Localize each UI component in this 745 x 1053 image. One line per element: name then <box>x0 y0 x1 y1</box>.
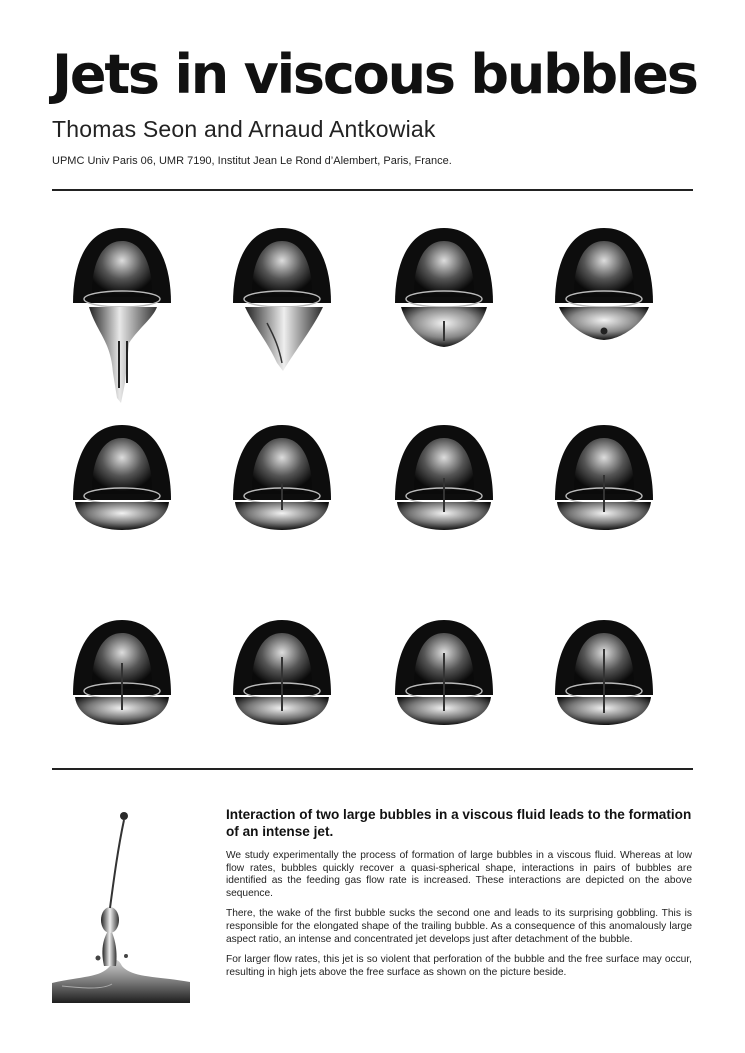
free-surface-jet-photo <box>52 808 190 1003</box>
bubble-frame-10 <box>227 615 337 800</box>
bubble-frame-2 <box>227 223 337 408</box>
bubble-frame-3 <box>389 223 499 408</box>
affiliation: UPMC Univ Paris 06, UMR 7190, Institut Jean Le Rond d’Alembert, Paris, France. <box>52 155 452 167</box>
bubble-frame-9 <box>67 615 177 800</box>
bubble-frame-1 <box>67 223 177 408</box>
summary-paragraph-1: We study experimentally the process of formation of large bubbles in a viscous fluid. Whereas at low flow rates, bubbles quickly recover a quasi-spherical shape, interactions in pairs of bubbles are identified as the feeding gas flow rate is increased. These interactions are depicted on the above sequence. <box>226 850 692 899</box>
summary-paragraph-2: There, the wake of the first bubble sucks the second one and leads to its surprising gobbling. This is responsible for the elongated shape of the trailing bubble. As a consequence of this anomalously large aspect ratio, an intense and concentrated jet develops just after detachment of the bubble. <box>226 908 692 945</box>
bubble-frame-4 <box>549 223 659 408</box>
bottom-divider <box>52 768 693 770</box>
page-title: Jets in viscous bubbles <box>52 43 697 106</box>
bubble-frame-6 <box>227 420 337 605</box>
bubble-frame-12 <box>549 615 659 800</box>
summary-paragraph-3: For larger flow rates, this jet is so violent that perforation of the bubble and the free surface may occur, resulting in high jets above the free surface as shown on the picture beside. <box>226 954 692 978</box>
summary-headline: Interaction of two large bubbles in a viscous fluid leads to the formation of an intense jet. <box>226 807 692 839</box>
bubble-frame-11 <box>389 615 499 800</box>
summary-section <box>226 806 692 987</box>
authors: Thomas Seon and Arnaud Antkowiak <box>52 116 436 142</box>
top-divider <box>52 189 693 191</box>
bubble-frame-7 <box>389 420 499 605</box>
bubble-sequence-grid <box>52 215 693 735</box>
bubble-frame-8 <box>549 420 659 605</box>
bubble-frame-5 <box>67 420 177 605</box>
